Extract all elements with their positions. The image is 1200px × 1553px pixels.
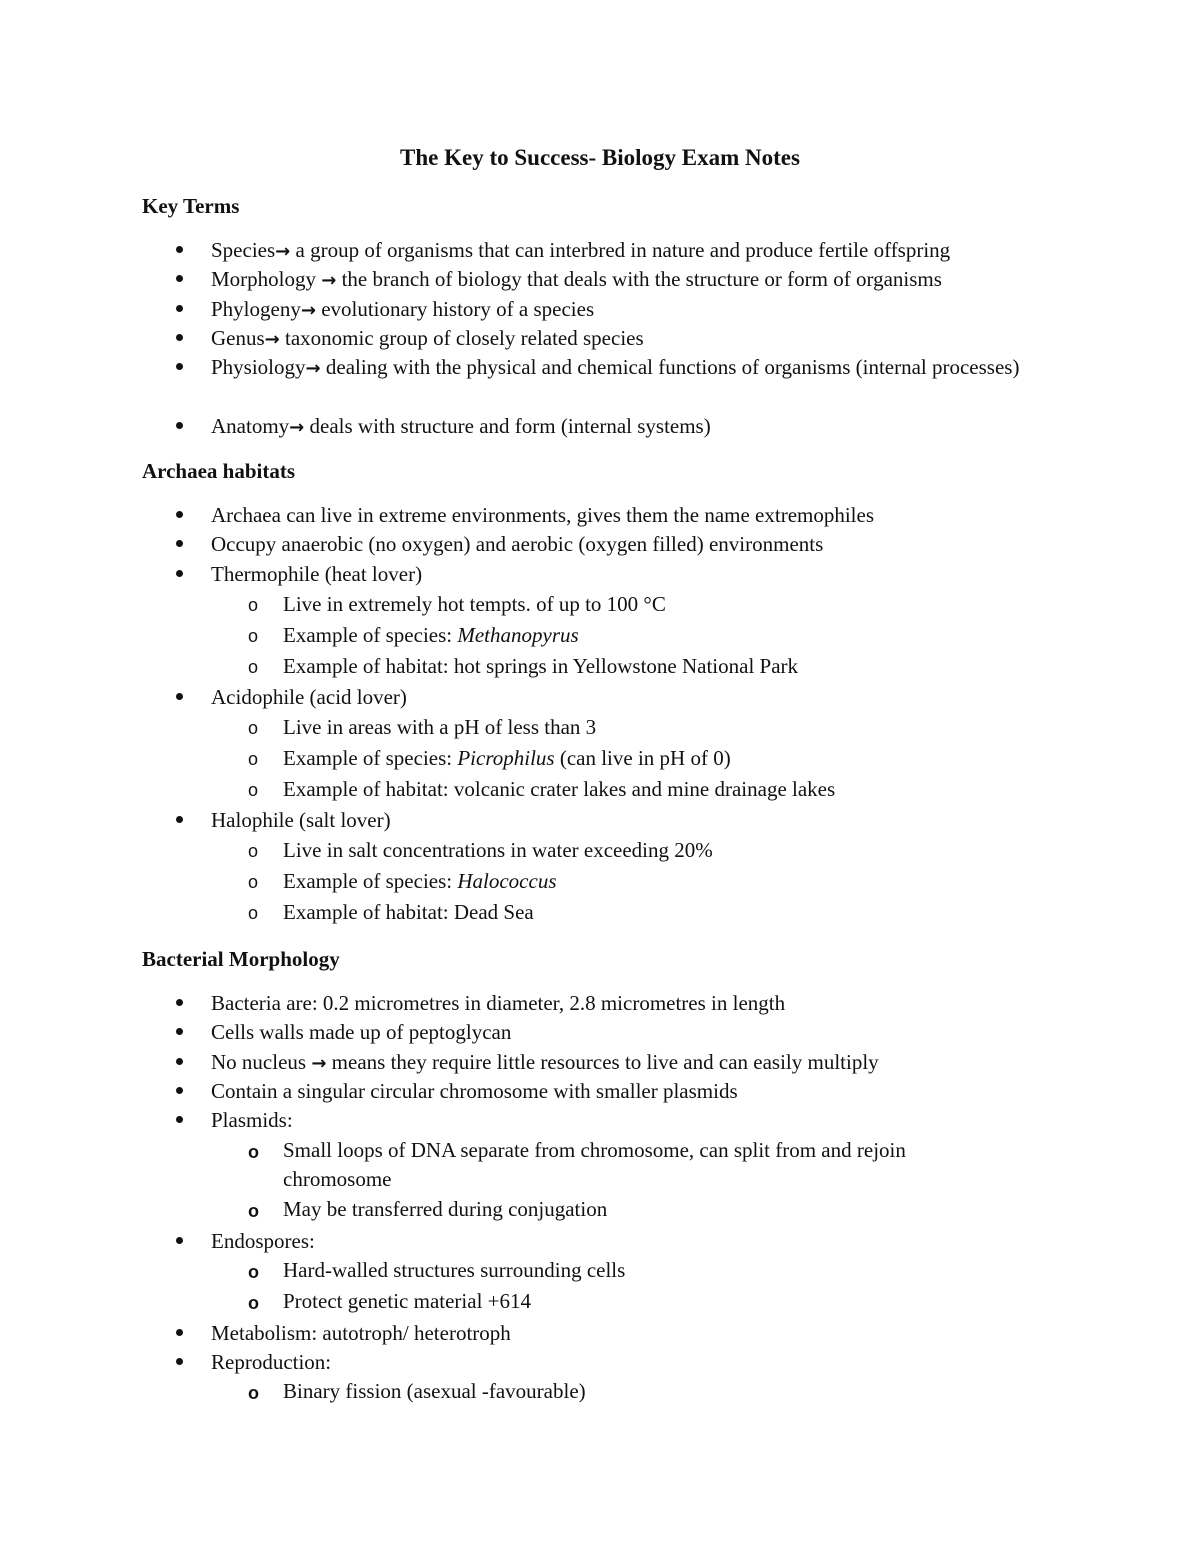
list-item-text: Contain a singular circular chromosome with smaller plasmids bbox=[211, 1079, 738, 1103]
heading-bacterial-morphology: Bacterial Morphology bbox=[142, 947, 340, 971]
arrow-icon: → bbox=[305, 358, 321, 379]
bullet-icon bbox=[176, 1028, 183, 1035]
list-item-text: Acidophile (acid lover) bbox=[211, 685, 407, 709]
bullet-icon bbox=[176, 1087, 183, 1094]
list-item-text: May be transferred during conjugation bbox=[283, 1197, 608, 1221]
list-item-text: Example of habitat: Dead Sea bbox=[283, 900, 534, 924]
circle-bullet-icon: o bbox=[248, 903, 259, 923]
bullet-icon bbox=[176, 305, 183, 312]
list-item-text: Protect genetic material +614 bbox=[283, 1289, 532, 1313]
term-label: Phylogeny bbox=[211, 297, 301, 321]
list-item-text: Hard-walled structures surrounding cells bbox=[283, 1258, 626, 1282]
arrow-icon: → bbox=[275, 241, 291, 262]
arrow-icon: → bbox=[311, 1053, 327, 1074]
bullet-icon bbox=[176, 275, 183, 282]
list-item-text: Plasmids: bbox=[211, 1108, 293, 1132]
bullet-icon bbox=[176, 999, 183, 1006]
bullet-icon bbox=[176, 363, 183, 370]
arrow-icon: → bbox=[300, 300, 316, 321]
list-item-text: No nucleus bbox=[211, 1050, 312, 1074]
term-definition: dealing with the physical and chemical functions of organisms (internal processes) bbox=[320, 355, 1020, 379]
circle-bullet-icon: o bbox=[248, 780, 259, 800]
circle-bullet-icon: o bbox=[248, 657, 259, 677]
term-definition: taxonomic group of closely related species bbox=[279, 326, 644, 350]
bullet-icon bbox=[176, 511, 183, 518]
term-definition: a group of organisms that can interbred in nature and produce fertile offspring bbox=[290, 238, 951, 262]
circle-bullet-icon: o bbox=[248, 1383, 259, 1403]
term-label: Species bbox=[211, 238, 276, 262]
bullet-icon bbox=[176, 1116, 183, 1123]
circle-bullet-icon: o bbox=[248, 626, 259, 646]
bullet-icon bbox=[176, 246, 183, 253]
circle-bullet-icon: o bbox=[248, 718, 259, 738]
list-item-text: Halophile (salt lover) bbox=[211, 808, 391, 832]
circle-bullet-icon: o bbox=[248, 841, 259, 861]
list-item-text: Reproduction: bbox=[211, 1350, 332, 1374]
bullet-icon bbox=[176, 334, 183, 341]
bullet-icon bbox=[176, 1358, 183, 1365]
bullet-icon bbox=[176, 1329, 183, 1336]
arrow-icon: → bbox=[321, 270, 337, 291]
list-item-text: Example of species: bbox=[283, 623, 458, 647]
term-label: Anatomy bbox=[211, 414, 290, 438]
list-item-text: Example of species: bbox=[283, 746, 458, 770]
list-item-text: Binary fission (asexual -favourable) bbox=[283, 1379, 586, 1403]
species-name: Halococcus bbox=[457, 869, 557, 893]
list-item-text: Live in extremely hot tempts. of up to 100 °C bbox=[283, 592, 666, 616]
list-item-text: Live in salt concentrations in water exceeding 20% bbox=[283, 838, 713, 862]
list-item-text: Example of habitat: hot springs in Yellowstone National Park bbox=[283, 654, 799, 678]
list-item-text: Example of habitat: volcanic crater lakes and mine drainage lakes bbox=[283, 777, 836, 801]
term-definition: deals with structure and form (internal systems) bbox=[304, 414, 711, 438]
circle-bullet-icon: o bbox=[248, 1293, 259, 1313]
circle-bullet-icon: o bbox=[248, 749, 259, 769]
term-definition: the branch of biology that deals with the structure or form of organisms bbox=[336, 267, 942, 291]
list-item-text: Live in areas with a pH of less than 3 bbox=[283, 715, 597, 739]
term-label: Physiology bbox=[211, 355, 306, 379]
bullet-icon bbox=[176, 693, 183, 700]
list-item-text: (can live in pH of 0) bbox=[554, 746, 731, 770]
circle-bullet-icon: o bbox=[248, 872, 259, 892]
term-label: Genus bbox=[211, 326, 265, 350]
term-definition: evolutionary history of a species bbox=[315, 297, 595, 321]
list-item-text: Thermophile (heat lover) bbox=[211, 562, 423, 586]
list-item-text: Endospores: bbox=[211, 1229, 315, 1253]
bullet-icon bbox=[176, 540, 183, 547]
arrow-icon: → bbox=[289, 417, 305, 438]
list-item-text: Small loops of DNA separate from chromosome, can split from and rejoin chromosome bbox=[283, 1138, 906, 1191]
page-title: The Key to Success- Biology Exam Notes bbox=[400, 145, 800, 170]
list-item-text: Example of species: bbox=[283, 869, 458, 893]
list-item-text: Metabolism: autotroph/ heterotroph bbox=[211, 1321, 511, 1345]
list-item-text: Bacteria are: 0.2 micrometres in diameter, 2.8 micrometres in length bbox=[211, 991, 786, 1015]
circle-bullet-icon: o bbox=[248, 1201, 259, 1221]
bullet-icon bbox=[176, 1058, 183, 1065]
bullet-icon bbox=[176, 570, 183, 577]
term-label: Morphology bbox=[211, 267, 322, 291]
species-name: Methanopyrus bbox=[457, 623, 579, 647]
circle-bullet-icon: o bbox=[248, 1262, 259, 1282]
list-item-text: Cells walls made up of peptoglycan bbox=[211, 1020, 512, 1044]
circle-bullet-icon: o bbox=[248, 595, 259, 615]
bullet-icon bbox=[176, 1237, 183, 1244]
circle-bullet-icon: o bbox=[248, 1142, 259, 1162]
list-item-text: Archaea can live in extreme environments, gives them the name extremophiles bbox=[211, 503, 875, 527]
list-item-text: means they require little resources to live and can easily multiply bbox=[326, 1050, 879, 1074]
bullet-icon bbox=[176, 422, 183, 429]
bullet-icon bbox=[176, 816, 183, 823]
heading-archaea-habitats: Archaea habitats bbox=[142, 459, 296, 483]
list-item-text: Occupy anaerobic (no oxygen) and aerobic (oxygen filled) environments bbox=[211, 532, 824, 556]
species-name: Picrophilus bbox=[457, 746, 555, 770]
arrow-icon: → bbox=[264, 329, 280, 350]
heading-key-terms: Key Terms bbox=[142, 194, 240, 218]
